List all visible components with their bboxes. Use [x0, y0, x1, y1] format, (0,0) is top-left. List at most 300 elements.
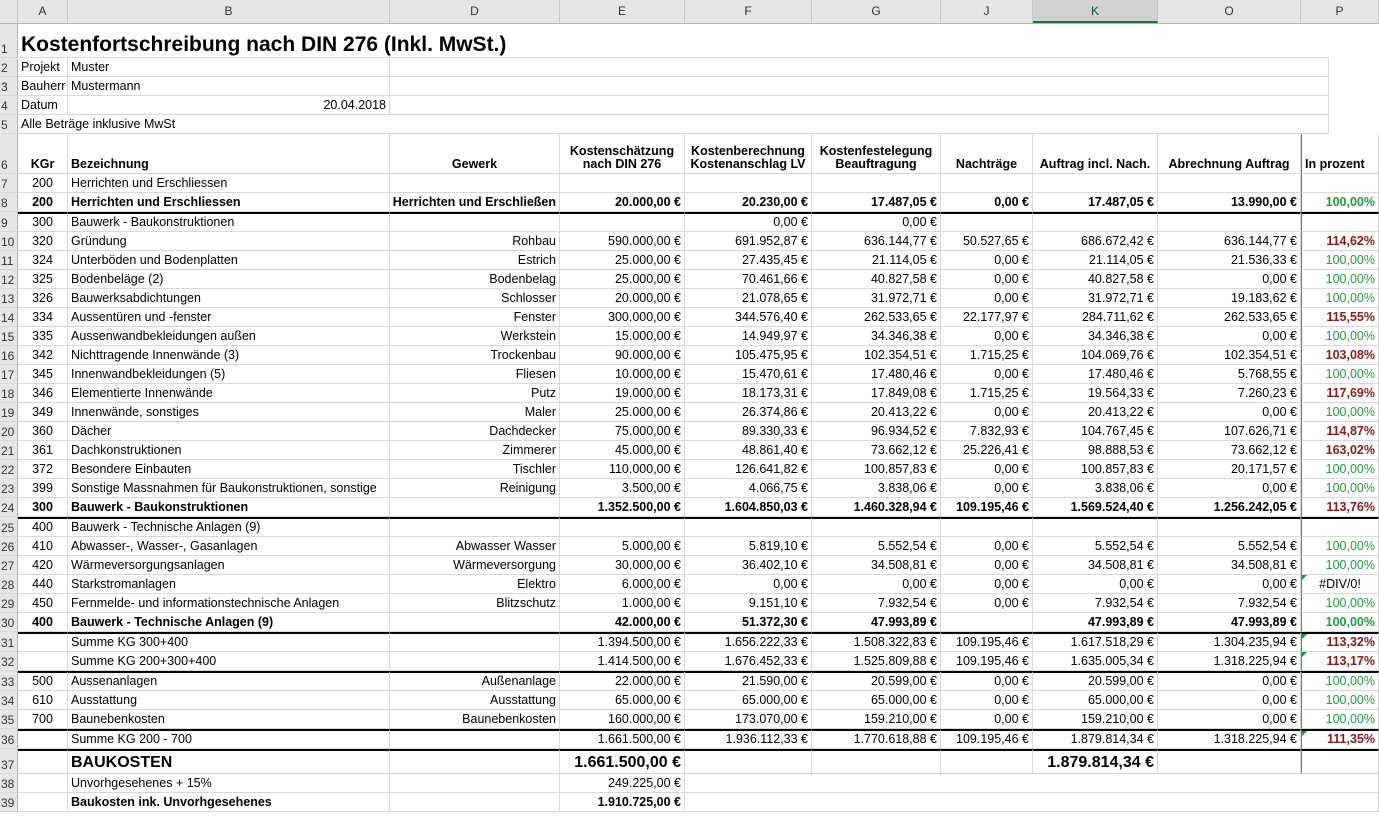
- nachtraege-cell[interactable]: 0,00 €: [941, 710, 1033, 729]
- kostenberechnung-cell[interactable]: 48.861,40 €: [685, 441, 812, 460]
- nachtraege-cell[interactable]: 0,00 €: [941, 193, 1033, 212]
- kgr-cell[interactable]: 420: [18, 556, 68, 575]
- gewerk-cell[interactable]: Rohbau: [390, 232, 560, 251]
- unvorhergesehenes-e[interactable]: 249.225,00 €: [560, 774, 685, 793]
- kostenschaetzung-cell[interactable]: 15.000,00 €: [560, 327, 685, 346]
- kostenschaetzung-cell[interactable]: 1.352.500,00 €: [560, 498, 685, 517]
- abrechnung-cell[interactable]: 1.318.225,94 €: [1158, 652, 1301, 671]
- abrechnung-cell[interactable]: 7.260,23 €: [1158, 384, 1301, 403]
- baukosten-inkl-label[interactable]: Baukosten ink. Unvorhgesehenes: [68, 793, 390, 812]
- gewerk-cell[interactable]: Außenanlage: [390, 671, 560, 691]
- nachtraege-cell[interactable]: [941, 212, 1033, 232]
- row-number[interactable]: 36: [0, 729, 18, 749]
- bezeichnung-cell[interactable]: Dächer: [68, 422, 390, 441]
- row-number[interactable]: 38: [0, 774, 18, 793]
- gewerk-cell[interactable]: [390, 174, 560, 193]
- prozent-cell[interactable]: #DIV/0!: [1301, 575, 1379, 594]
- auftrag-cell[interactable]: [1033, 174, 1158, 193]
- kostenfestlegung-cell[interactable]: 5.552,54 €: [812, 537, 941, 556]
- auftrag-cell[interactable]: 34.346,38 €: [1033, 327, 1158, 346]
- gewerk-cell[interactable]: Putz: [390, 384, 560, 403]
- nachtraege-cell[interactable]: [941, 613, 1033, 632]
- row-number[interactable]: 7: [0, 174, 18, 193]
- kgr-cell[interactable]: 372: [18, 460, 68, 479]
- row-number[interactable]: 2: [0, 58, 18, 77]
- auftrag-cell[interactable]: 20.599,00 €: [1033, 671, 1158, 691]
- kostenschaetzung-cell[interactable]: 20.000,00 €: [560, 289, 685, 308]
- bezeichnung-cell[interactable]: Gründung: [68, 232, 390, 251]
- prozent-cell[interactable]: 100,00%: [1301, 613, 1379, 632]
- kostenberechnung-cell[interactable]: 36.402,10 €: [685, 556, 812, 575]
- prozent-cell[interactable]: 113,32%: [1301, 632, 1379, 652]
- kgr-cell[interactable]: 200: [18, 174, 68, 193]
- prozent-cell[interactable]: 100,00%: [1301, 594, 1379, 613]
- kostenfestlegung-cell[interactable]: 100.857,83 €: [812, 460, 941, 479]
- empty-cell[interactable]: [390, 774, 560, 793]
- bezeichnung-cell[interactable]: Innenwandbekleidungen (5): [68, 365, 390, 384]
- kostenberechnung-cell[interactable]: 1.656.222,33 €: [685, 632, 812, 652]
- kostenberechnung-cell[interactable]: 126.641,82 €: [685, 460, 812, 479]
- kostenfestlegung-cell[interactable]: 0,00 €: [812, 575, 941, 594]
- auftrag-cell[interactable]: 1.879.814,34 €: [1033, 729, 1158, 749]
- nachtraege-cell[interactable]: 0,00 €: [941, 289, 1033, 308]
- baukosten-label[interactable]: BAUKOSTEN: [68, 749, 390, 774]
- empty-cell[interactable]: [812, 749, 941, 774]
- prozent-cell[interactable]: 100,00%: [1301, 691, 1379, 710]
- gewerk-cell[interactable]: [390, 729, 560, 749]
- gewerk-cell[interactable]: Zimmerer: [390, 441, 560, 460]
- nachtraege-cell[interactable]: 109.195,46 €: [941, 632, 1033, 652]
- header-nachtraege[interactable]: Nachträge: [941, 134, 1033, 174]
- kostenschaetzung-cell[interactable]: 110.000,00 €: [560, 460, 685, 479]
- kostenschaetzung-cell[interactable]: 160.000,00 €: [560, 710, 685, 729]
- auftrag-cell[interactable]: 34.508,81 €: [1033, 556, 1158, 575]
- gewerk-cell[interactable]: Trockenbau: [390, 346, 560, 365]
- kostenfestlegung-cell[interactable]: 34.508,81 €: [812, 556, 941, 575]
- kgr-cell[interactable]: 324: [18, 251, 68, 270]
- auftrag-cell[interactable]: [1033, 212, 1158, 232]
- kgr-cell[interactable]: [18, 652, 68, 671]
- kgr-cell[interactable]: 300: [18, 212, 68, 232]
- kostenschaetzung-cell[interactable]: 42.000,00 €: [560, 613, 685, 632]
- cell-grid[interactable]: [0, 24, 1379, 812]
- kostenberechnung-cell[interactable]: 15.470,61 €: [685, 365, 812, 384]
- bezeichnung-cell[interactable]: Summe KG 300+400: [68, 632, 390, 652]
- row-number[interactable]: 24: [0, 498, 18, 517]
- kostenberechnung-cell[interactable]: 691.952,87 €: [685, 232, 812, 251]
- kostenfestlegung-cell[interactable]: 73.662,12 €: [812, 441, 941, 460]
- unvorhergesehenes-label[interactable]: Unvorhgesehenes + 15%: [68, 774, 390, 793]
- row-number[interactable]: 13: [0, 289, 18, 308]
- bauherr-label[interactable]: Bauherr: [18, 77, 68, 96]
- kgr-cell[interactable]: 399: [18, 479, 68, 498]
- row-number[interactable]: 20: [0, 422, 18, 441]
- kostenberechnung-cell[interactable]: 70.461,66 €: [685, 270, 812, 289]
- nachtraege-cell[interactable]: 0,00 €: [941, 671, 1033, 691]
- kostenberechnung-cell[interactable]: 26.374,86 €: [685, 403, 812, 422]
- bezeichnung-cell[interactable]: Innenwände, sonstiges: [68, 403, 390, 422]
- abrechnung-cell[interactable]: 1.256.242,05 €: [1158, 498, 1301, 517]
- kostenfestlegung-cell[interactable]: 17.487,05 €: [812, 193, 941, 212]
- row-number[interactable]: 39: [0, 793, 18, 812]
- row-number[interactable]: 34: [0, 691, 18, 710]
- column-header-a[interactable]: A: [18, 0, 68, 23]
- projekt-label[interactable]: Projekt: [18, 58, 68, 77]
- column-header-d[interactable]: D: [390, 0, 560, 23]
- nachtraege-cell[interactable]: 0,00 €: [941, 691, 1033, 710]
- kostenberechnung-cell[interactable]: 51.372,30 €: [685, 613, 812, 632]
- kgr-cell[interactable]: [18, 632, 68, 652]
- column-header-g[interactable]: G: [812, 0, 941, 23]
- empty-cell[interactable]: [1158, 749, 1301, 774]
- abrechnung-cell[interactable]: 1.318.225,94 €: [1158, 729, 1301, 749]
- auftrag-cell[interactable]: 284.711,62 €: [1033, 308, 1158, 327]
- nachtraege-cell[interactable]: [941, 174, 1033, 193]
- abrechnung-cell[interactable]: 0,00 €: [1158, 403, 1301, 422]
- row-number[interactable]: 27: [0, 556, 18, 575]
- kostenschaetzung-cell[interactable]: 45.000,00 €: [560, 441, 685, 460]
- abrechnung-cell[interactable]: 636.144,77 €: [1158, 232, 1301, 251]
- kostenschaetzung-cell[interactable]: 1.661.500,00 €: [560, 729, 685, 749]
- kostenfestlegung-cell[interactable]: 20.599,00 €: [812, 671, 941, 691]
- auftrag-cell[interactable]: 0,00 €: [1033, 575, 1158, 594]
- row-number[interactable]: 33: [0, 671, 18, 691]
- kgr-cell[interactable]: 410: [18, 537, 68, 556]
- gewerk-cell[interactable]: [390, 613, 560, 632]
- auftrag-cell[interactable]: 21.114,05 €: [1033, 251, 1158, 270]
- empty-cell[interactable]: [685, 749, 812, 774]
- column-header-p[interactable]: P: [1301, 0, 1379, 23]
- kostenschaetzung-cell[interactable]: 3.500,00 €: [560, 479, 685, 498]
- row-number[interactable]: 31: [0, 632, 18, 652]
- kostenberechnung-cell[interactable]: 173.070,00 €: [685, 710, 812, 729]
- sheet-title[interactable]: Kostenfortschreibung nach DIN 276 (Inkl. MwSt.): [18, 24, 1329, 58]
- abrechnung-cell[interactable]: 1.304.235,94 €: [1158, 632, 1301, 652]
- kostenschaetzung-cell[interactable]: 25.000,00 €: [560, 403, 685, 422]
- empty-cells[interactable]: [685, 774, 1379, 793]
- auftrag-cell[interactable]: 1.569.524,40 €: [1033, 498, 1158, 517]
- kostenschaetzung-cell[interactable]: 25.000,00 €: [560, 270, 685, 289]
- abrechnung-cell[interactable]: 20.171,57 €: [1158, 460, 1301, 479]
- auftrag-cell[interactable]: 159.210,00 €: [1033, 710, 1158, 729]
- prozent-cell[interactable]: 100,00%: [1301, 251, 1379, 270]
- header-auftrag[interactable]: Auftrag incl. Nach.: [1033, 134, 1158, 174]
- gewerk-cell[interactable]: Abwasser Wasser: [390, 537, 560, 556]
- prozent-cell[interactable]: 100,00%: [1301, 270, 1379, 289]
- abrechnung-cell[interactable]: 107.626,71 €: [1158, 422, 1301, 441]
- kostenfestlegung-cell[interactable]: 3.838,06 €: [812, 479, 941, 498]
- bezeichnung-cell[interactable]: Bauwerk - Technische Anlagen (9): [68, 517, 390, 537]
- select-all-corner[interactable]: [0, 0, 18, 23]
- kgr-cell[interactable]: 334: [18, 308, 68, 327]
- gewerk-cell[interactable]: Herrichten und Erschließen: [390, 193, 560, 212]
- auftrag-cell[interactable]: 5.552,54 €: [1033, 537, 1158, 556]
- prozent-cell[interactable]: [1301, 517, 1379, 537]
- prozent-cell[interactable]: 111,35%: [1301, 729, 1379, 749]
- kgr-cell[interactable]: 335: [18, 327, 68, 346]
- empty-cells[interactable]: [390, 96, 1329, 115]
- bezeichnung-cell[interactable]: Aussentüren und -fenster: [68, 308, 390, 327]
- kgr-cell[interactable]: 326: [18, 289, 68, 308]
- row-number[interactable]: 11: [0, 251, 18, 270]
- kostenberechnung-cell[interactable]: 18.173,31 €: [685, 384, 812, 403]
- gewerk-cell[interactable]: Reinigung: [390, 479, 560, 498]
- auftrag-cell[interactable]: 1.617.518,29 €: [1033, 632, 1158, 652]
- kostenfestlegung-cell[interactable]: [812, 174, 941, 193]
- kostenfestlegung-cell[interactable]: [812, 517, 941, 537]
- column-header-j[interactable]: J: [941, 0, 1033, 23]
- nachtraege-cell[interactable]: 0,00 €: [941, 327, 1033, 346]
- row-number[interactable]: 22: [0, 460, 18, 479]
- abrechnung-cell[interactable]: [1158, 174, 1301, 193]
- bezeichnung-cell[interactable]: Unterböden und Bodenplatten: [68, 251, 390, 270]
- row-number[interactable]: 35: [0, 710, 18, 729]
- kostenberechnung-cell[interactable]: [685, 517, 812, 537]
- prozent-cell[interactable]: 100,00%: [1301, 193, 1379, 212]
- bezeichnung-cell[interactable]: Sonstige Massnahmen für Baukonstruktionen, sonstige: [68, 479, 390, 498]
- row-number[interactable]: 28: [0, 575, 18, 594]
- gewerk-cell[interactable]: Schlosser: [390, 289, 560, 308]
- kgr-cell[interactable]: 361: [18, 441, 68, 460]
- header-gewerk[interactable]: Gewerk: [390, 134, 560, 174]
- bezeichnung-cell[interactable]: Dachkonstruktionen: [68, 441, 390, 460]
- bezeichnung-cell[interactable]: Nichttragende Innenwände (3): [68, 346, 390, 365]
- prozent-cell[interactable]: [1301, 174, 1379, 193]
- auftrag-cell[interactable]: 17.487,05 €: [1033, 193, 1158, 212]
- row-number[interactable]: 37: [0, 749, 18, 774]
- gewerk-cell[interactable]: Werkstein: [390, 327, 560, 346]
- gewerk-cell[interactable]: Tischler: [390, 460, 560, 479]
- kostenfestlegung-cell[interactable]: 0,00 €: [812, 212, 941, 232]
- bezeichnung-cell[interactable]: Elementierte Innenwände: [68, 384, 390, 403]
- gewerk-cell[interactable]: [390, 212, 560, 232]
- gewerk-cell[interactable]: Baunebenkosten: [390, 710, 560, 729]
- gewerk-cell[interactable]: [390, 498, 560, 517]
- kostenschaetzung-cell[interactable]: 19.000,00 €: [560, 384, 685, 403]
- kostenfestlegung-cell[interactable]: 31.972,71 €: [812, 289, 941, 308]
- auftrag-cell[interactable]: [1033, 517, 1158, 537]
- nachtraege-cell[interactable]: 1.715,25 €: [941, 384, 1033, 403]
- row-number[interactable]: 1: [0, 24, 18, 58]
- bezeichnung-cell[interactable]: Summe KG 200 - 700: [68, 729, 390, 749]
- auftrag-cell[interactable]: 47.993,89 €: [1033, 613, 1158, 632]
- bezeichnung-cell[interactable]: Baunebenkosten: [68, 710, 390, 729]
- auftrag-cell[interactable]: 104.767,45 €: [1033, 422, 1158, 441]
- kostenfestlegung-cell[interactable]: 636.144,77 €: [812, 232, 941, 251]
- row-number[interactable]: 10: [0, 232, 18, 251]
- kostenschaetzung-cell[interactable]: [560, 517, 685, 537]
- empty-cell[interactable]: [18, 774, 68, 793]
- row-number[interactable]: 26: [0, 537, 18, 556]
- prozent-cell[interactable]: [1301, 212, 1379, 232]
- prozent-cell[interactable]: 100,00%: [1301, 365, 1379, 384]
- kostenfestlegung-cell[interactable]: 1.770.618,88 €: [812, 729, 941, 749]
- kgr-cell[interactable]: 440: [18, 575, 68, 594]
- abrechnung-cell[interactable]: [1158, 517, 1301, 537]
- datum-label[interactable]: Datum: [18, 96, 68, 115]
- bezeichnung-cell[interactable]: Ausstattung: [68, 691, 390, 710]
- nachtraege-cell[interactable]: 109.195,46 €: [941, 652, 1033, 671]
- abrechnung-cell[interactable]: 0,00 €: [1158, 691, 1301, 710]
- column-header-o[interactable]: O: [1158, 0, 1301, 23]
- nachtraege-cell[interactable]: [941, 517, 1033, 537]
- baukosten-inkl-e[interactable]: 1.910.725,00 €: [560, 793, 685, 812]
- header-bezeichnung[interactable]: Bezeichnung: [68, 134, 390, 174]
- column-header-k[interactable]: K: [1033, 0, 1158, 23]
- bezeichnung-cell[interactable]: Summe KG 200+300+400: [68, 652, 390, 671]
- projekt-value[interactable]: Muster: [68, 58, 390, 77]
- gewerk-cell[interactable]: Elektro: [390, 575, 560, 594]
- prozent-cell[interactable]: 100,00%: [1301, 460, 1379, 479]
- auftrag-cell[interactable]: 19.564,33 €: [1033, 384, 1158, 403]
- kostenberechnung-cell[interactable]: 1.676.452,33 €: [685, 652, 812, 671]
- kgr-cell[interactable]: 320: [18, 232, 68, 251]
- kostenfestlegung-cell[interactable]: 1.508.322,83 €: [812, 632, 941, 652]
- empty-cells[interactable]: [685, 793, 1379, 812]
- kostenfestlegung-cell[interactable]: 262.533,65 €: [812, 308, 941, 327]
- row-number[interactable]: 17: [0, 365, 18, 384]
- kostenfestlegung-cell[interactable]: 47.993,89 €: [812, 613, 941, 632]
- auftrag-cell[interactable]: 7.932,54 €: [1033, 594, 1158, 613]
- nachtraege-cell[interactable]: 0,00 €: [941, 556, 1033, 575]
- kgr-cell[interactable]: 610: [18, 691, 68, 710]
- kgr-cell[interactable]: [18, 729, 68, 749]
- kostenberechnung-cell[interactable]: 9.151,10 €: [685, 594, 812, 613]
- kostenschaetzung-cell[interactable]: 1.000,00 €: [560, 594, 685, 613]
- gewerk-cell[interactable]: [390, 652, 560, 671]
- kostenberechnung-cell[interactable]: 1.936.112,33 €: [685, 729, 812, 749]
- header-abrechnung[interactable]: Abrechnung Auftrag: [1158, 134, 1301, 174]
- bezeichnung-cell[interactable]: Aussenanlagen: [68, 671, 390, 691]
- kostenfestlegung-cell[interactable]: 21.114,05 €: [812, 251, 941, 270]
- kgr-cell[interactable]: 700: [18, 710, 68, 729]
- bezeichnung-cell[interactable]: Fernmelde- und informationstechnische Anlagen: [68, 594, 390, 613]
- empty-cell[interactable]: [18, 793, 68, 812]
- kgr-cell[interactable]: 200: [18, 193, 68, 212]
- nachtraege-cell[interactable]: 0,00 €: [941, 594, 1033, 613]
- row-number[interactable]: 5: [0, 115, 18, 134]
- kostenberechnung-cell[interactable]: 27.435,45 €: [685, 251, 812, 270]
- kgr-cell[interactable]: 500: [18, 671, 68, 691]
- row-number[interactable]: 8: [0, 193, 18, 212]
- kostenberechnung-cell[interactable]: 344.576,40 €: [685, 308, 812, 327]
- bezeichnung-cell[interactable]: Abwasser-, Wasser-, Gasanlagen: [68, 537, 390, 556]
- row-number[interactable]: 23: [0, 479, 18, 498]
- abrechnung-cell[interactable]: 0,00 €: [1158, 575, 1301, 594]
- nachtraege-cell[interactable]: 0,00 €: [941, 537, 1033, 556]
- abrechnung-cell[interactable]: 0,00 €: [1158, 710, 1301, 729]
- gewerk-cell[interactable]: Estrich: [390, 251, 560, 270]
- auftrag-cell[interactable]: 20.413,22 €: [1033, 403, 1158, 422]
- abrechnung-cell[interactable]: 0,00 €: [1158, 479, 1301, 498]
- kgr-cell[interactable]: 349: [18, 403, 68, 422]
- kostenberechnung-cell[interactable]: 14.949,97 €: [685, 327, 812, 346]
- gewerk-cell[interactable]: Bodenbelag: [390, 270, 560, 289]
- nachtraege-cell[interactable]: 0,00 €: [941, 270, 1033, 289]
- kostenfestlegung-cell[interactable]: 65.000,00 €: [812, 691, 941, 710]
- abrechnung-cell[interactable]: 47.993,89 €: [1158, 613, 1301, 632]
- gewerk-cell[interactable]: Fenster: [390, 308, 560, 327]
- kostenschaetzung-cell[interactable]: [560, 174, 685, 193]
- bauherr-value[interactable]: Mustermann: [68, 77, 390, 96]
- nachtraege-cell[interactable]: 0,00 €: [941, 460, 1033, 479]
- prozent-cell[interactable]: 115,55%: [1301, 308, 1379, 327]
- kostenfestlegung-cell[interactable]: 17.480,46 €: [812, 365, 941, 384]
- bezeichnung-cell[interactable]: Bauwerk - Technische Anlagen (9): [68, 613, 390, 632]
- kostenfestlegung-cell[interactable]: 34.346,38 €: [812, 327, 941, 346]
- header-kostenfestlegung[interactable]: Kostenfestelegung Beauftragung: [812, 134, 941, 174]
- kostenschaetzung-cell[interactable]: 5.000,00 €: [560, 537, 685, 556]
- kostenfestlegung-cell[interactable]: 1.525.809,88 €: [812, 652, 941, 671]
- abrechnung-cell[interactable]: 73.662,12 €: [1158, 441, 1301, 460]
- gewerk-cell[interactable]: Fliesen: [390, 365, 560, 384]
- abrechnung-cell[interactable]: 21.536,33 €: [1158, 251, 1301, 270]
- row-number[interactable]: 16: [0, 346, 18, 365]
- prozent-cell[interactable]: 103,08%: [1301, 346, 1379, 365]
- column-header-f[interactable]: F: [685, 0, 812, 23]
- prozent-cell[interactable]: 100,00%: [1301, 710, 1379, 729]
- auftrag-cell[interactable]: 31.972,71 €: [1033, 289, 1158, 308]
- row-number[interactable]: 32: [0, 652, 18, 671]
- gewerk-cell[interactable]: Blitzschutz: [390, 594, 560, 613]
- kostenschaetzung-cell[interactable]: 1.414.500,00 €: [560, 652, 685, 671]
- kostenschaetzung-cell[interactable]: 590.000,00 €: [560, 232, 685, 251]
- gewerk-cell[interactable]: [390, 517, 560, 537]
- kostenschaetzung-cell[interactable]: 300.000,00 €: [560, 308, 685, 327]
- auftrag-cell[interactable]: 65.000,00 €: [1033, 691, 1158, 710]
- row-number[interactable]: 3: [0, 77, 18, 96]
- nachtraege-cell[interactable]: 1.715,25 €: [941, 346, 1033, 365]
- nachtraege-cell[interactable]: 0,00 €: [941, 251, 1033, 270]
- nachtraege-cell[interactable]: 109.195,46 €: [941, 729, 1033, 749]
- row-number[interactable]: 19: [0, 403, 18, 422]
- kostenberechnung-cell[interactable]: 1.604.850,03 €: [685, 498, 812, 517]
- kostenberechnung-cell[interactable]: [685, 174, 812, 193]
- empty-cells[interactable]: [390, 58, 1329, 77]
- kostenberechnung-cell[interactable]: 0,00 €: [685, 212, 812, 232]
- kostenschaetzung-cell[interactable]: 25.000,00 €: [560, 251, 685, 270]
- row-number[interactable]: 18: [0, 384, 18, 403]
- gewerk-cell[interactable]: Ausstattung: [390, 691, 560, 710]
- abrechnung-cell[interactable]: 7.932,54 €: [1158, 594, 1301, 613]
- header-kostenberechnung[interactable]: Kostenberechnung Kostenanschlag LV: [685, 134, 812, 174]
- column-header-b[interactable]: B: [68, 0, 390, 23]
- abrechnung-cell[interactable]: 102.354,51 €: [1158, 346, 1301, 365]
- row-number[interactable]: 4: [0, 96, 18, 115]
- row-number[interactable]: 14: [0, 308, 18, 327]
- empty-cell[interactable]: [390, 793, 560, 812]
- bezeichnung-cell[interactable]: Starkstromanlagen: [68, 575, 390, 594]
- row-number[interactable]: 6: [0, 134, 18, 174]
- kostenfestlegung-cell[interactable]: 40.827,58 €: [812, 270, 941, 289]
- kostenfestlegung-cell[interactable]: 17.849,08 €: [812, 384, 941, 403]
- kostenfestlegung-cell[interactable]: 7.932,54 €: [812, 594, 941, 613]
- bezeichnung-cell[interactable]: Bauwerk - Baukonstruktionen: [68, 212, 390, 232]
- column-header-e[interactable]: E: [560, 0, 685, 23]
- abrechnung-cell[interactable]: 262.533,65 €: [1158, 308, 1301, 327]
- kostenfestlegung-cell[interactable]: 102.354,51 €: [812, 346, 941, 365]
- nachtraege-cell[interactable]: 25.226,41 €: [941, 441, 1033, 460]
- abrechnung-cell[interactable]: 5.552,54 €: [1158, 537, 1301, 556]
- kostenfestlegung-cell[interactable]: 96.934,52 €: [812, 422, 941, 441]
- nachtraege-cell[interactable]: 0,00 €: [941, 365, 1033, 384]
- abrechnung-cell[interactable]: 0,00 €: [1158, 327, 1301, 346]
- bezeichnung-cell[interactable]: Aussenwandbekleidungen außen: [68, 327, 390, 346]
- bezeichnung-cell[interactable]: Bauwerksabdichtungen: [68, 289, 390, 308]
- auftrag-cell[interactable]: 100.857,83 €: [1033, 460, 1158, 479]
- bezeichnung-cell[interactable]: Wärmeversorgungsanlagen: [68, 556, 390, 575]
- empty-cell[interactable]: [1301, 749, 1379, 774]
